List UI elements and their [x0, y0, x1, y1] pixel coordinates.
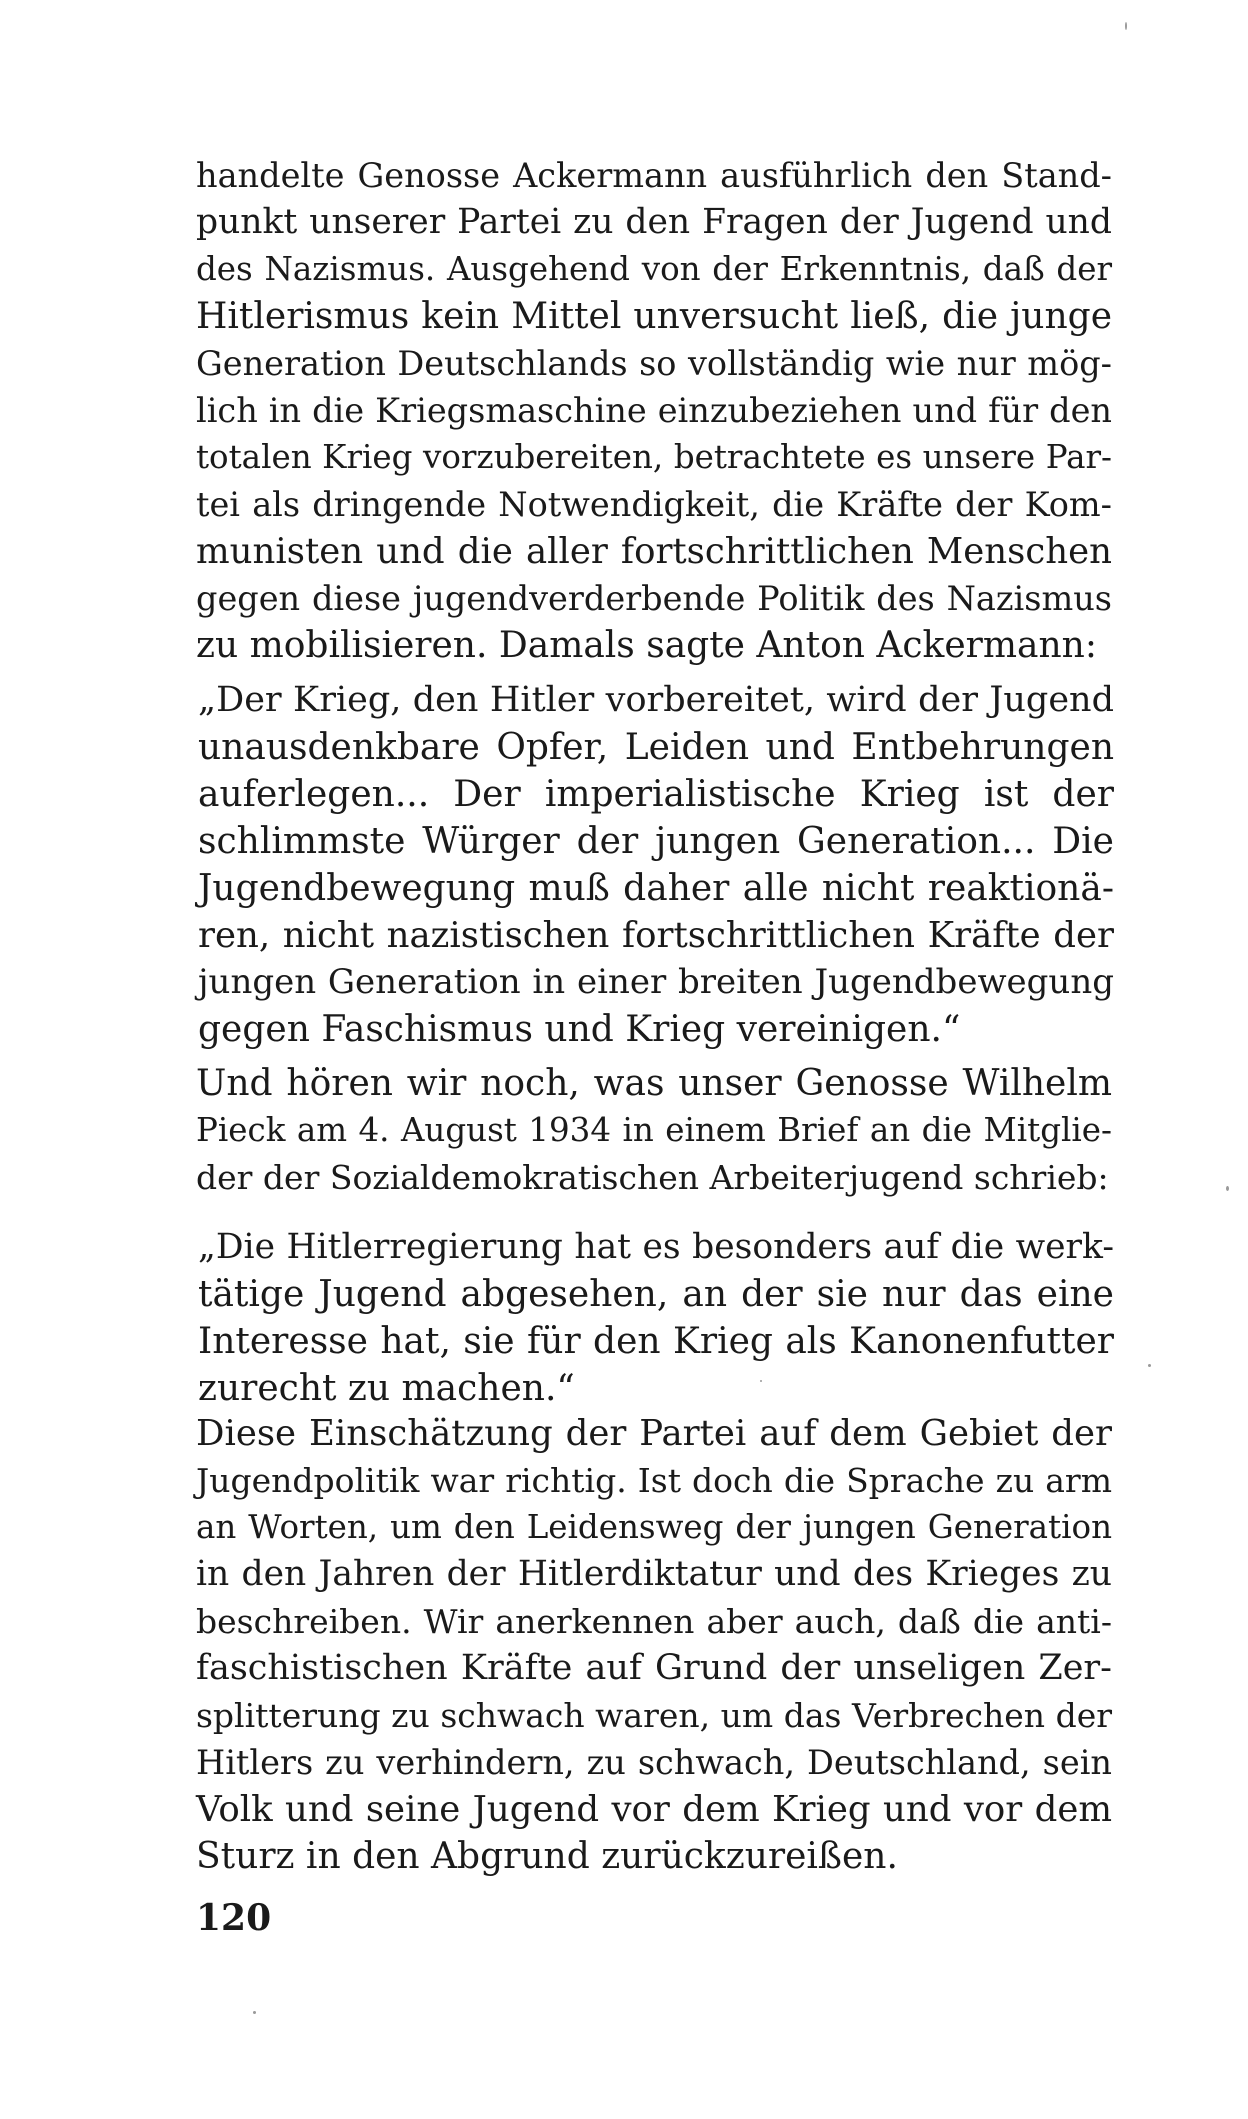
quote-pieck — [198, 1224, 1114, 1412]
scan-speck — [1148, 1364, 1151, 1367]
scan-speck — [253, 2011, 256, 2014]
paragraph-1 — [196, 152, 1112, 669]
quote-line: schlimmste Würger der jungen Generation... Die — [198, 821, 1114, 862]
text-line: in den Jahren der Hitlerdiktatur und des Krieges zu — [196, 1554, 1112, 1594]
text-line: des Nazismus. Ausgehend von der Erkenntnis, daß der — [196, 250, 1112, 288]
text-line: der der Sozialdemokratischen Arbeiterjugend schrieb: — [196, 1158, 1109, 1197]
quote-line: zurecht zu machen.“ — [198, 1368, 575, 1409]
scan-speck — [760, 1380, 762, 1382]
quote-line: „Die Hitlerregierung hat es besonders auf die werk- — [198, 1227, 1114, 1267]
quote-line: auferlegen... Der imperialistische Krieg ist der — [198, 774, 1114, 815]
text-line: beschreiben. Wir anerkennen aber auch, daß die anti- — [196, 1602, 1112, 1641]
text-line: Diese Einschätzung der Partei auf dem Gebiet der — [196, 1413, 1112, 1454]
quote-line: Interesse hat, sie für den Krieg als Kanonenfutter — [198, 1321, 1114, 1362]
quote-ackermann — [198, 677, 1114, 1053]
text-line: Volk und seine Jugend vor dem Krieg und vor dem — [196, 1789, 1112, 1830]
paragraph-2 — [196, 1060, 1112, 1201]
paragraph-3 — [196, 1410, 1112, 1880]
text-line: Pieck am 4. August 1934 in einem Brief an die Mitglie- — [196, 1111, 1112, 1149]
text-line: handelte Genosse Ackermann ausführlich den Stand- — [196, 156, 1112, 195]
quote-line: jungen Generation in einer breiten Jugendbewegung — [198, 962, 1114, 1002]
page-number: 120 — [196, 1897, 272, 1939]
text-line: Und hören wir noch, was unser Genosse Wilhelm — [196, 1063, 1112, 1104]
quote-line: unausdenkbare Opfer, Leiden und Entbehrungen — [198, 727, 1114, 768]
text-line: punkt unserer Partei zu den Fragen der Jugend und — [196, 202, 1112, 242]
text-line: Generation Deutschlands so vollständig wie nur mög- — [196, 344, 1112, 383]
quote-line: Jugendbewegung muß daher alle nicht reaktionä- — [198, 868, 1114, 909]
text-line: faschistischen Kräfte auf Grund der unseligen Zer- — [196, 1648, 1112, 1688]
text-line: splitterung zu schwach waren, um das Verbrechen der — [196, 1696, 1112, 1735]
scan-speck — [1226, 1186, 1229, 1191]
text-line: an Worten, um den Leidensweg der jungen Generation — [196, 1508, 1112, 1546]
text-line: lich in die Kriegsmaschine einzubeziehen und für den — [196, 391, 1112, 430]
text-line: gegen diese jugendverderbende Politik des Nazismus — [196, 579, 1112, 618]
text-line: totalen Krieg vorzubereiten, betrachtete es unsere Par- — [196, 438, 1112, 476]
text-line: Sturz in den Abgrund zurückzureißen. — [196, 1836, 898, 1877]
text-line: Hitlerismus kein Mittel unversucht ließ, die junge — [196, 296, 1112, 337]
text-line: Jugendpolitik war richtig. Ist doch die Sprache zu arm — [196, 1461, 1112, 1500]
quote-line: ren, nicht nazistischen fortschrittlichen Kräfte der — [198, 915, 1114, 956]
scan-speck — [1125, 22, 1127, 30]
text-line: munisten und die aller fortschrittlichen Menschen — [196, 531, 1112, 572]
quote-line: „Der Krieg, den Hitler vorbereitet, wird der Jugend — [198, 680, 1114, 720]
text-line: tei als dringende Notwendigkeit, die Kräfte der Kom- — [196, 485, 1112, 524]
quote-line: gegen Faschismus und Krieg vereinigen.“ — [198, 1009, 961, 1050]
quote-line: tätige Jugend abgesehen, an der sie nur das eine — [198, 1274, 1114, 1315]
text-line: Hitlers zu verhindern, zu schwach, Deutschland, sein — [196, 1743, 1112, 1782]
text-line: zu mobilisieren. Damals sagte Anton Ackermann: — [196, 625, 1097, 666]
